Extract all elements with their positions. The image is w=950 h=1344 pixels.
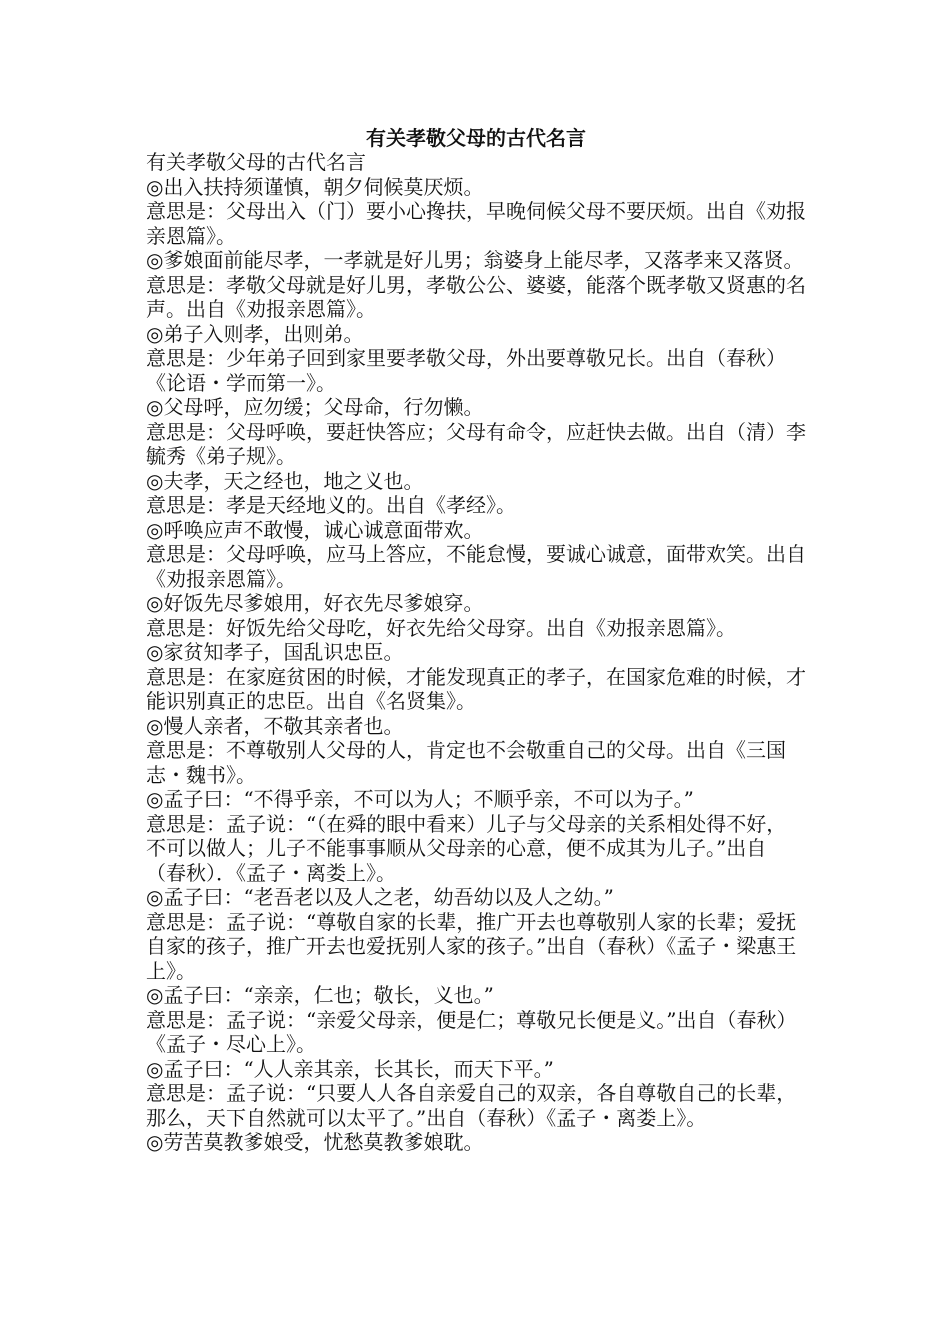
meaning-line: 意思是：孟子说：“尊敬自家的长辈，推广开去也尊敬别人家的长辈；爱抚自家的孩子，推广开去也爱抚别人家的孩子。”出自（春秋）《孟子・梁惠王上》。 [146, 909, 797, 983]
meaning-line: 意思是：父母呼唤，应马上答应，不能怠慢，要诚心诚意，面带欢笑。出自《劝报亲恩篇》。 [146, 542, 806, 591]
quote-line: ◎父母呼，应勿缓；父母命，行勿懒。 [146, 395, 484, 419]
paragraph-list [146, 150, 806, 1155]
quote-line: ◎孟子曰：“不得乎亲，不可以为人；不顺乎亲，不可以为子。” [146, 787, 694, 811]
quote-line: ◎弟子入则孝，出则弟。 [146, 321, 364, 346]
meaning-line: 意思是：在家庭贫困的时候，才能发现真正的孝子，在国家危难的时候，才能识别真正的忠臣。出自《名贤集》。 [146, 664, 806, 713]
paragraph-subtitle: 有关孝敬父母的古代名言 [146, 150, 366, 174]
quote-line: ◎呼唤应声不敢慢，诚心诚意面带欢。 [146, 517, 484, 542]
meaning-line: 意思是：孝是天经地义的。出自《孝经》。 [146, 493, 516, 517]
meaning-line: 意思是：孟子说：“（在舜的眼中看来）儿子与父母亲的关系相处得不好，不可以做人；儿子不能事事顺从父母亲的心意，便不成其为儿子。”出自（春秋）．《孟子・离娄上》。 [146, 811, 787, 885]
meaning-line: 意思是：不尊敬别人父母的人，肯定也不会敬重自己的父母。出自《三国志・魏书》。 [146, 738, 786, 787]
document-title: 有关孝敬父母的古代名言 [366, 126, 586, 150]
quote-line: ◎好饭先尽爹娘用，好衣先尽爹娘穿。 [146, 591, 484, 615]
quote-line: ◎劳苦莫教爹娘受，忧愁莫教爹娘耽。 [146, 1130, 484, 1154]
meaning-line: 意思是：孝敬父母就是好儿男，孝敬公公、婆婆，能落个既孝敬又贤惠的名声。出自《劝报亲恩篇》。 [146, 272, 806, 321]
quote-line: ◎夫孝，天之经也，地之义也。 [146, 468, 424, 493]
meaning-line: 意思是：父母呼唤，要赶快答应；父母有命令，应赶快去做。出自（清）李毓秀《弟子规》。 [146, 419, 806, 468]
quote-line: ◎孟子曰：“老吾老以及人之老，幼吾幼以及人之幼。” [146, 885, 614, 909]
quote-line: ◎出入扶持须谨慎，朝夕伺候莫厌烦。 [146, 174, 484, 199]
meaning-line: 意思是：少年弟子回到家里要孝敬父母，外出要尊敬兄长。出自（春秋）《论语・学而第一》。 [146, 346, 786, 395]
quote-line: ◎孟子曰：“亲亲，仁也；敬长，义也。” [146, 983, 494, 1007]
document-body [146, 126, 806, 1155]
meaning-line: 意思是：好饭先给父母吃，好衣先给父母穿。出自《劝报亲恩篇》。 [146, 615, 736, 640]
meaning-line: 意思是：孟子说：“亲爱父母亲，便是仁；尊敬兄长便是义。”出自（春秋）《孟子・尽心上》。 [146, 1007, 797, 1056]
quote-line: ◎家贫知孝子，国乱识忠臣。 [146, 640, 404, 664]
quote-line: ◎孟子曰：“人人亲其亲，长其长，而天下平。” [146, 1056, 554, 1081]
meaning-line: 意思是：孟子说：“只要人人各自亲爱自己的双亲，各自尊敬自己的长辈，那么，天下自然就可以太平了。”出自（春秋）《孟子・离娄上》。 [146, 1081, 797, 1130]
meaning-line: 意思是：父母出入（门）要小心搀扶，早晚伺候父母不要厌烦。出自《劝报亲恩篇》。 [146, 199, 806, 248]
quote-line: ◎爹娘面前能尽孝，一孝就是好儿男；翁婆身上能尽孝，又落孝来又落贤。 [146, 248, 804, 272]
quote-line: ◎慢人亲者，不敬其亲者也。 [146, 713, 404, 738]
